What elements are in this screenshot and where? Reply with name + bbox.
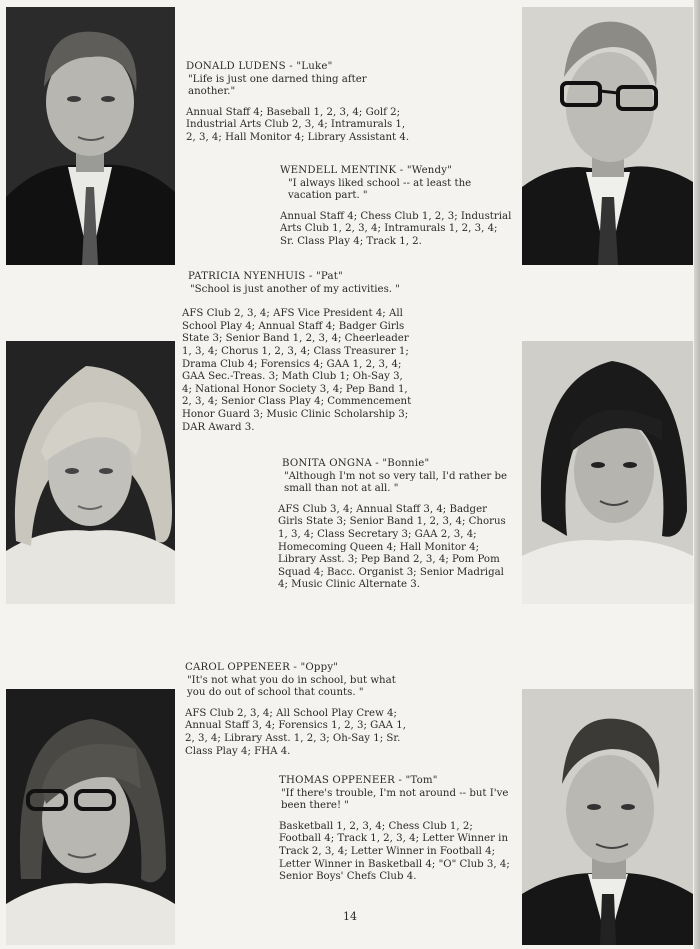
student-quote: "School is just another of my activities. " xyxy=(190,283,400,295)
student-activities: Basketball 1, 2, 3, 4; Chess Club 1, 2; Football 4; Track 1, 2, 3, 4; Letter Winner in Track 2, 3, 4; Letter Winner in Football 4; Letter Winner in Basketball 4; "O" Club 3, 4; Senior Boys' Chefs Club 4. xyxy=(279,820,510,883)
student-name: WENDELL MENTINK - "Wendy" xyxy=(280,165,453,176)
portrait-thomas-oppeneer xyxy=(522,689,693,945)
student-quote: "Life is just one darned thing after another." xyxy=(188,73,367,98)
bio-wendell-mentink xyxy=(280,165,514,249)
student-name: CAROL OPPENEER - "Oppy" xyxy=(185,662,339,673)
student-activities: AFS Club 2, 3, 4; AFS Vice President 4; All School Play 4; Annual Staff 4; Badger Girls State 3; Senior Band 1, 2, 3, 4; Cheerleader 1, 3, 4; Chorus 1, 2, 3, 4; Class Treasurer 1; Drama Club 4; Forensics 4; GAA 1, 2, 3, 4; GAA Sec.-Treas. 3; Math Club 1; Oh-Say 3, 4; National Honor Society 3, 4; Pep Band 1, 2, 3, 4; Senior Class Play 4; Commencement Honor Guard 3; Music Clinic Scholarship 3; DAR Award 3. xyxy=(182,308,412,433)
student-activities: AFS Club 2, 3, 4; All School Play Crew 4; Annual Staff 3, 4; Forensics 1, 2, 3; GAA 1, 2, 3, 4; Library Asst. 1, 2, 3; Oh-Say 1; Sr. Class Play 4; FHA 4. xyxy=(185,707,406,757)
student-name: BONITA ONGNA - "Bonnie" xyxy=(282,458,430,469)
portrait-donald-ludens xyxy=(6,7,175,265)
portrait-patricia-nyenhuis xyxy=(6,341,175,604)
page-edge xyxy=(694,0,700,949)
student-name: PATRICIA NYENHUIS - "Pat" xyxy=(188,271,343,282)
bio-patricia-nyenhuis xyxy=(182,271,414,434)
student-quote: "It's not what you do in school, but what you do out of school that counts. " xyxy=(187,674,396,699)
student-activities: AFS Club 3, 4; Annual Staff 3, 4; Badger Girls State 3; Senior Band 1, 2, 3, 4; Chorus 1, 3, 4; Class Secretary 3; GAA 2, 3, 4; Homecoming Queen 4; Hall Monitor 4; Library Asst. 3; Pep Band 2, 3, 4; Pom Pom Squad 4; Bacc. Organist 3; Senior Madrigal 4; Music Clinic Alternate 3. xyxy=(278,503,506,591)
bio-carol-oppeneer xyxy=(185,662,415,758)
portrait-carol-oppeneer xyxy=(6,689,175,945)
portrait-bonita-ongna xyxy=(522,341,693,604)
page-number: 14 xyxy=(343,910,357,923)
student-quote: "If there's trouble, I'm not around -- but I've been there! " xyxy=(281,787,509,812)
portrait-wendell-mentink xyxy=(522,7,693,265)
bio-thomas-oppeneer xyxy=(279,775,515,884)
student-quote: "I always liked school -- at least the vacation part. " xyxy=(288,177,472,202)
student-activities: Annual Staff 4; Baseball 1, 2, 3, 4; Golf 2; Industrial Arts Club 2, 3, 4; Intramurals 1, 2, 3, 4; Hall Monitor 4; Library Assistant 4. xyxy=(186,106,410,143)
bio-donald-ludens xyxy=(186,61,416,145)
bio-bonita-ongna xyxy=(278,458,514,592)
student-name: THOMAS OPPENEER - "Tom" xyxy=(279,775,438,786)
student-activities: Annual Staff 4; Chess Club 1, 2, 3; Industrial Arts Club 1, 2, 3, 4; Intramurals 1, 2, 3, 4; Sr. Class Play 4; Track 1, 2. xyxy=(280,210,512,247)
student-name: DONALD LUDENS - "Luke" xyxy=(186,61,333,72)
student-quote: "Although I'm not so very tall, I'd rather be small than not at all. " xyxy=(284,470,508,495)
